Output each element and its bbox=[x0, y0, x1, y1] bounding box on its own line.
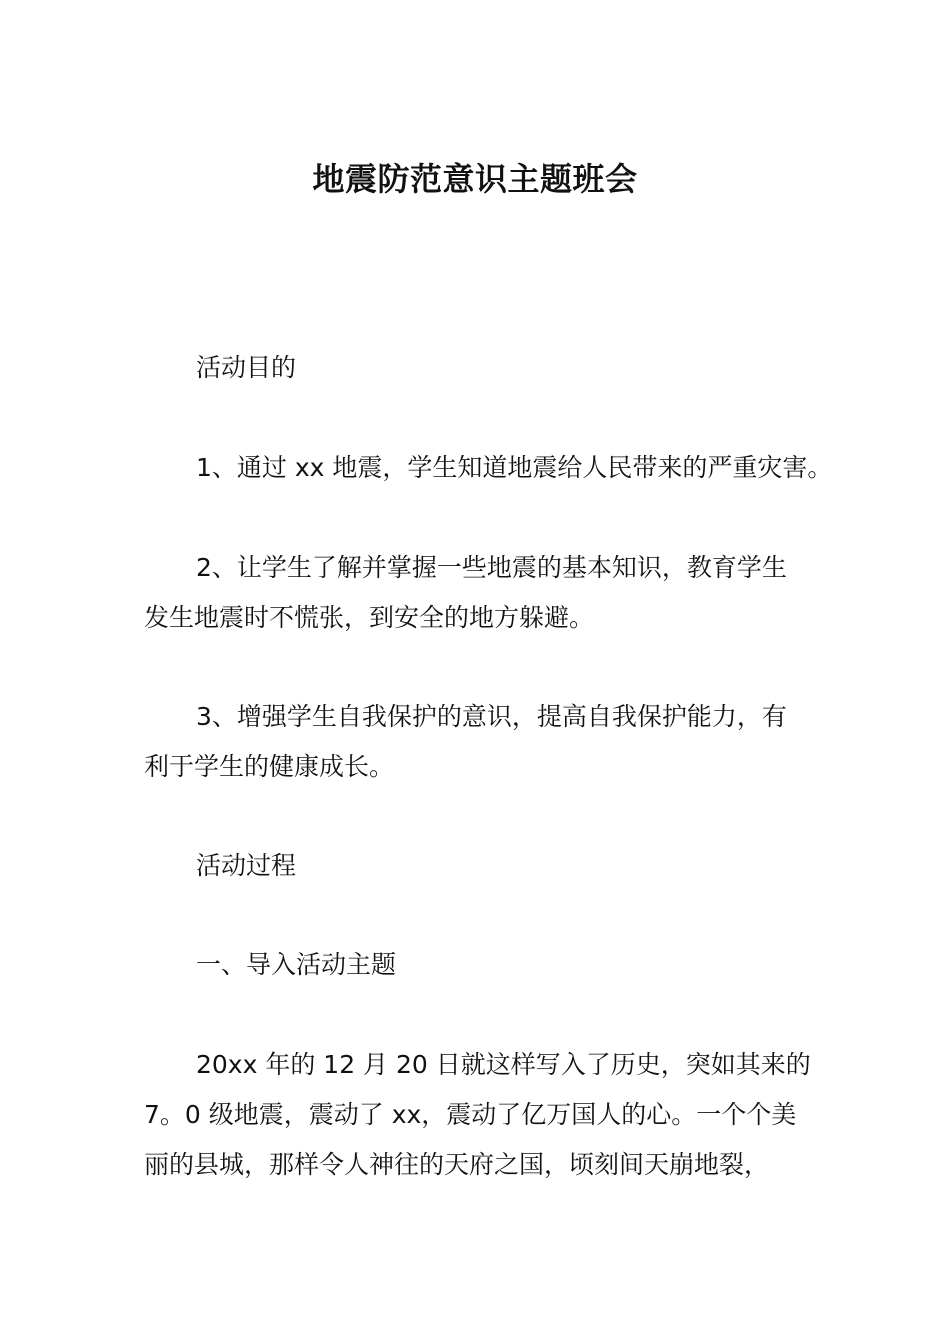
document-title: 地震防范意识主题班会 bbox=[312, 160, 638, 198]
process-heading-text: 活动过程 bbox=[196, 851, 297, 880]
purpose-item-2-line-1: 2、让学生了解并掌握一些地震的基本知识，教育学生 bbox=[196, 553, 787, 582]
intro-paragraph bbox=[144, 1040, 812, 1190]
purpose-item-2 bbox=[144, 543, 812, 643]
purpose-heading bbox=[144, 343, 812, 393]
purpose-item-3 bbox=[144, 692, 812, 792]
purpose-item-1 bbox=[144, 443, 833, 493]
intro-line-2: 7。0 级地震，震动了 xx，震动了亿万国人的心。一个个美 bbox=[144, 1100, 797, 1129]
purpose-item-2-line-2: 发生地震时不慌张，到安全的地方躲避。 bbox=[144, 603, 595, 632]
step-1-heading bbox=[144, 940, 812, 990]
purpose-heading-text: 活动目的 bbox=[196, 353, 297, 382]
purpose-item-3-line-1: 3、增强学生自我保护的意识，提高自我保护能力，有 bbox=[196, 702, 787, 731]
purpose-item-1-text: 1、通过 xx 地震，学生知道地震给人民带来的严重灾害。 bbox=[196, 453, 833, 482]
process-heading bbox=[144, 841, 812, 891]
intro-line-1: 20xx 年的 12 月 20 日就这样写入了历史，突如其来的 bbox=[196, 1050, 811, 1079]
intro-line-3: 丽的县城，那样令人神往的天府之国，顷刻间天崩地裂， bbox=[144, 1150, 770, 1179]
purpose-item-3-line-2: 利于学生的健康成长。 bbox=[144, 752, 395, 781]
step-1-heading-text: 一、导入活动主题 bbox=[196, 950, 397, 979]
